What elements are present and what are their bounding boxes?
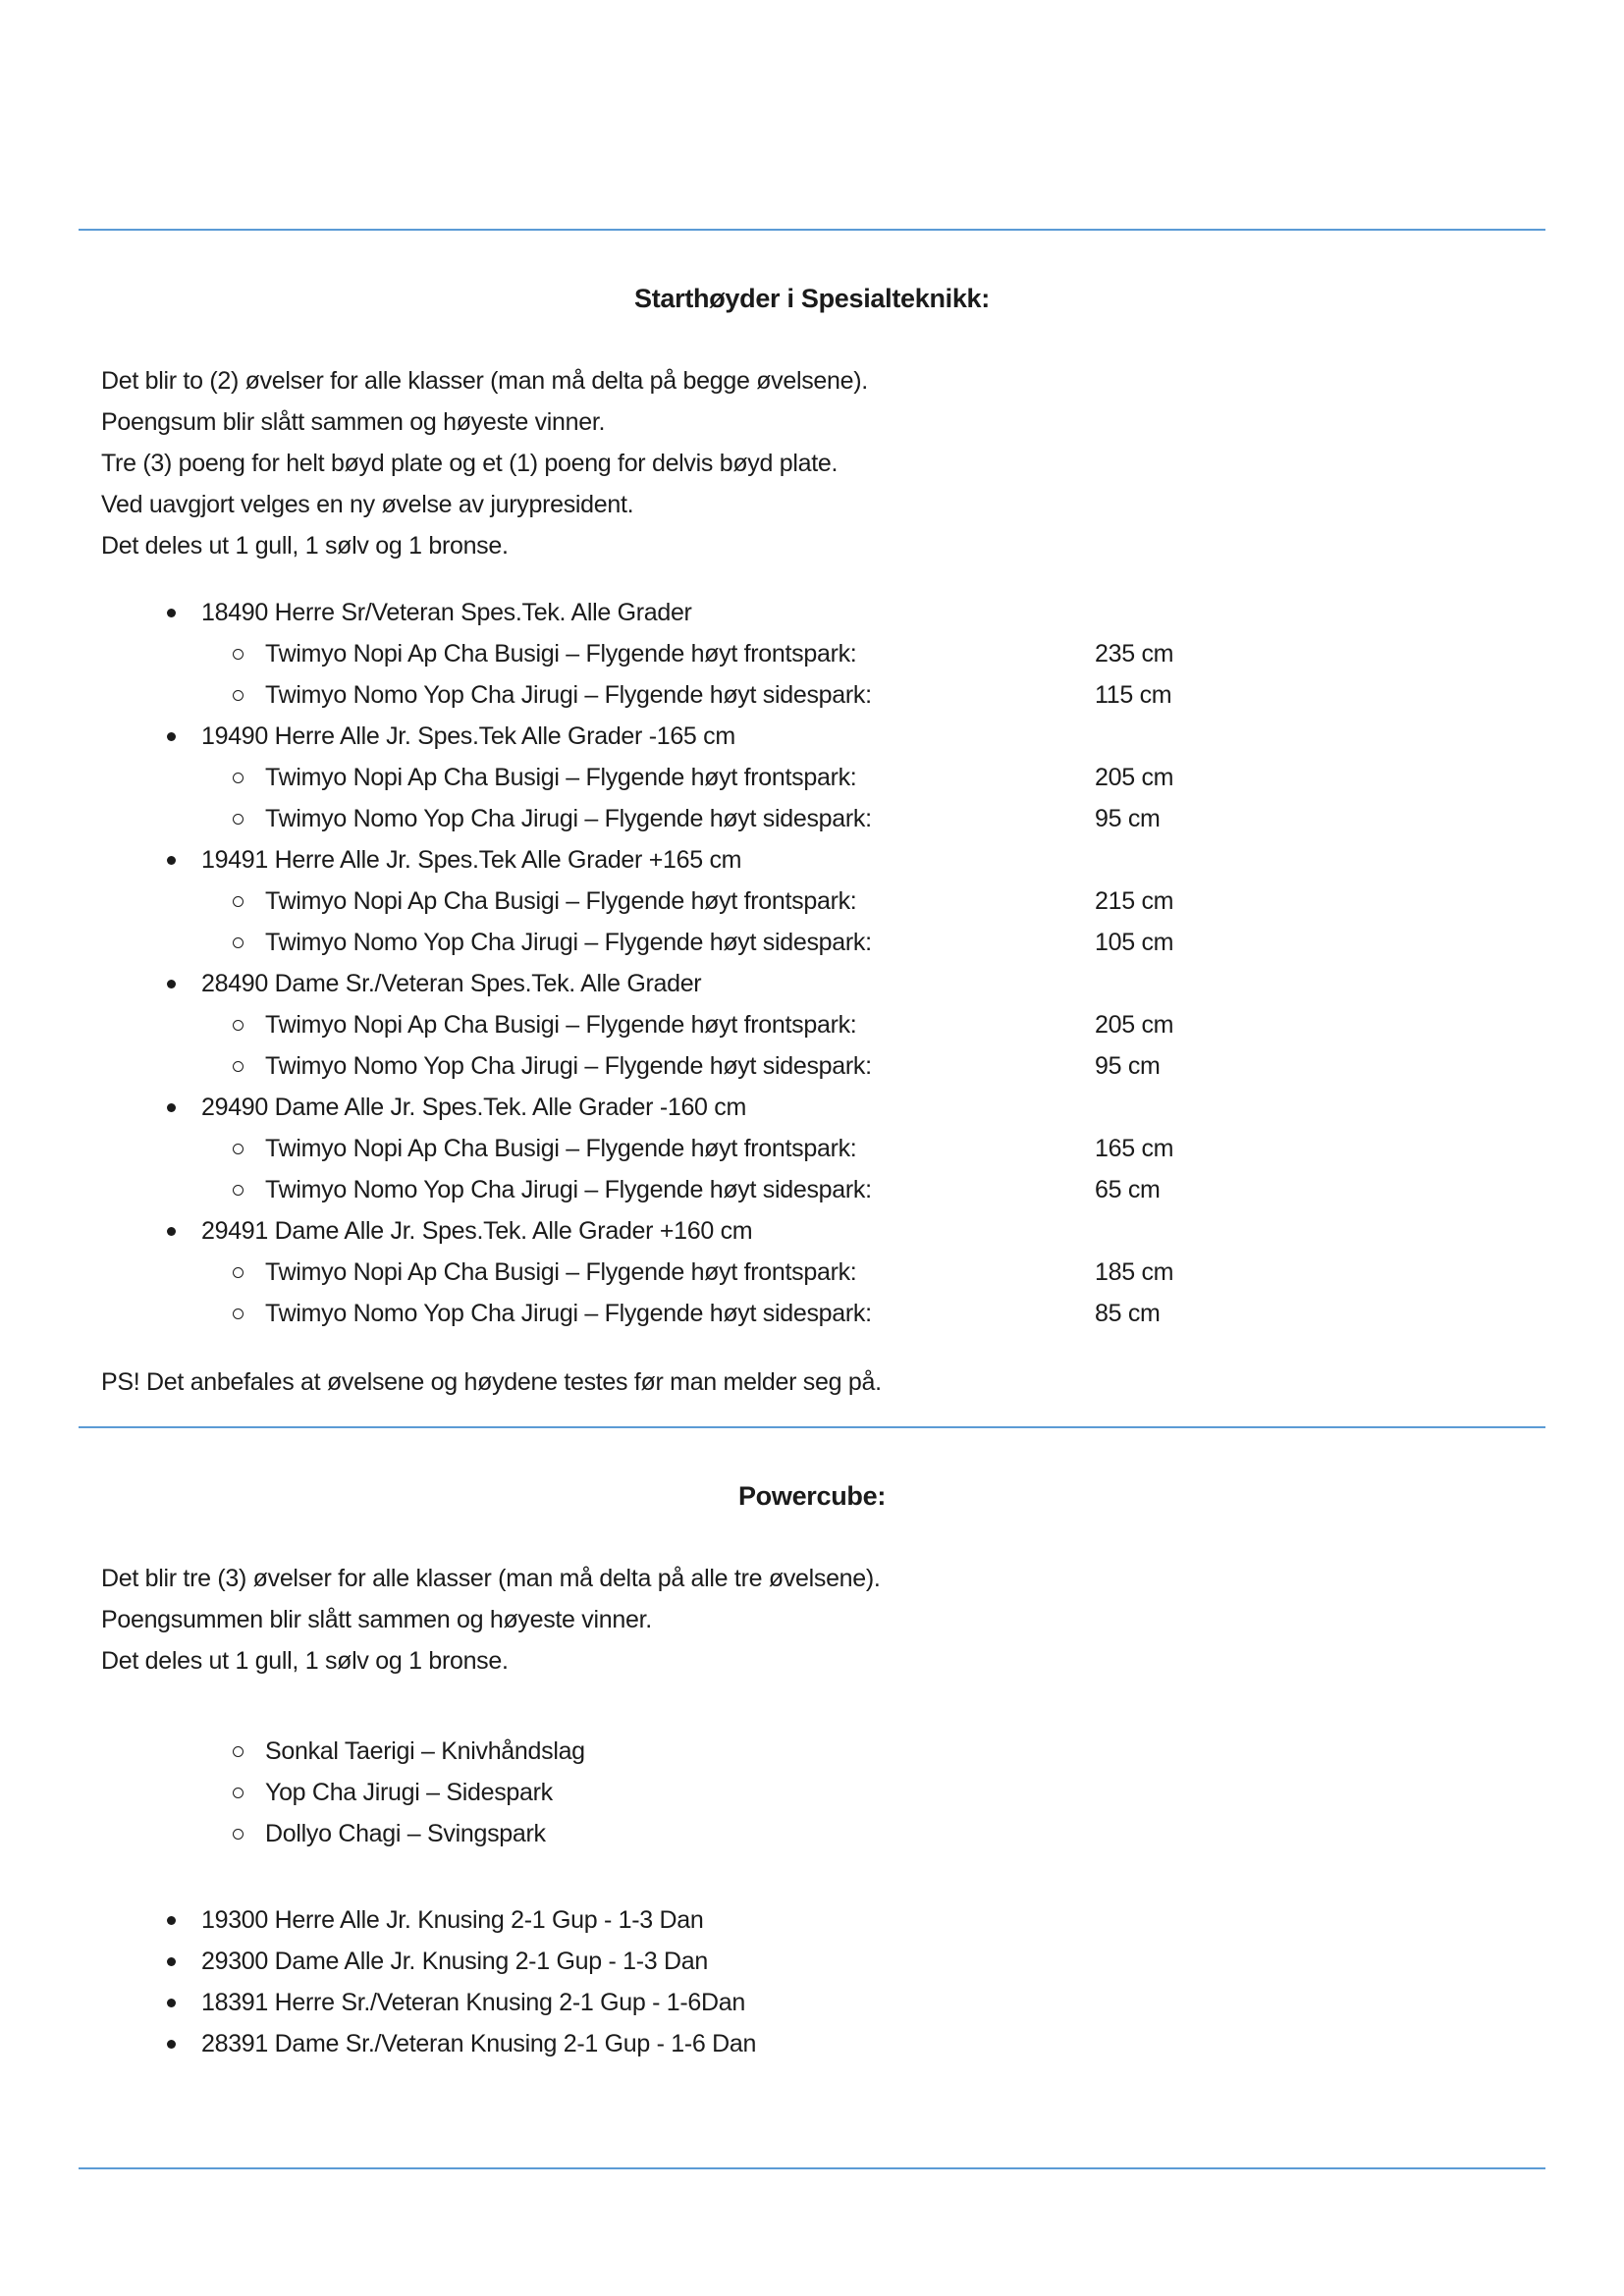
technique-row — [0, 633, 1624, 674]
technique-height: 205 cm — [1095, 1011, 1174, 1039]
disc-bullet-icon — [167, 732, 176, 741]
event-item — [0, 716, 1624, 757]
event-item — [0, 839, 1624, 881]
event-item — [0, 1941, 1624, 1982]
event-title: 28391 Dame Sr./Veteran Knusing 2-1 Gup - 1-6 Dan — [201, 2030, 757, 2057]
technique-row — [0, 757, 1624, 798]
event-title: 18490 Herre Sr/Veteran Spes.Tek. Alle Grader — [201, 599, 692, 626]
disc-bullet-icon — [167, 1957, 176, 1966]
event-title: 18391 Herre Sr./Veteran Knusing 2-1 Gup - 1-6Dan — [201, 1989, 745, 2016]
intro-line: Det deles ut 1 gull, 1 sølv og 1 bronse. — [101, 532, 509, 560]
disc-bullet-icon — [167, 980, 176, 988]
intro-line: Ved uavgjort velges en ny øvelse av jurypresident. — [101, 491, 634, 518]
powercube-intro — [0, 1558, 1624, 1682]
event-item — [0, 1982, 1624, 2023]
technique-label: Dollyo Chagi – Svingspark — [265, 1820, 546, 1847]
intro-line: Poengsummen blir slått sammen og høyeste vinner. — [101, 1606, 652, 1633]
circle-bullet-icon — [233, 1308, 244, 1319]
technique-row — [0, 1731, 1624, 1772]
technique-row — [0, 1169, 1624, 1210]
intro-line: Tre (3) poeng for helt bøyd plate og et (1) poeng for delvis bøyd plate. — [101, 450, 839, 477]
technique-height: 185 cm — [1095, 1258, 1174, 1286]
technique-label: Twimyo Nopi Ap Cha Busigi – Flygende høyt frontspark: — [265, 764, 857, 791]
intro-line: Poengsum blir slått sammen og høyeste vinner. — [101, 408, 606, 436]
intro-line: Det blir to (2) øvelser for alle klasser (man må delta på begge øvelsene). — [101, 367, 868, 395]
circle-bullet-icon — [233, 1144, 244, 1154]
event-item — [0, 2023, 1624, 2064]
technique-row — [0, 1004, 1624, 1045]
technique-label: Twimyo Nomo Yop Cha Jirugi – Flygende høyt sidespark: — [265, 1300, 872, 1327]
circle-bullet-icon — [233, 1829, 244, 1840]
technique-label: Twimyo Nopi Ap Cha Busigi – Flygende høyt frontspark: — [265, 887, 857, 915]
disc-bullet-icon — [167, 1999, 176, 2007]
technique-row — [0, 922, 1624, 963]
ps-note: PS! Det anbefales at øvelsene og høydene testes før man melder seg på. — [101, 1368, 882, 1396]
circle-bullet-icon — [233, 937, 244, 948]
circle-bullet-icon — [233, 773, 244, 783]
event-title: 19491 Herre Alle Jr. Spes.Tek Alle Grader +165 cm — [201, 846, 742, 874]
intro-line: Det blir tre (3) øvelser for alle klasser (man må delta på alle tre øvelsene). — [101, 1565, 881, 1592]
circle-bullet-icon — [233, 1746, 244, 1757]
section-divider — [79, 229, 1545, 231]
event-title: 19490 Herre Alle Jr. Spes.Tek Alle Grader -165 cm — [201, 722, 735, 750]
technique-label: Twimyo Nomo Yop Cha Jirugi – Flygende høyt sidespark: — [265, 1176, 872, 1203]
technique-label: Yop Cha Jirugi – Sidespark — [265, 1779, 553, 1806]
circle-bullet-icon — [233, 1061, 244, 1072]
powercube-technique-list — [0, 1731, 1624, 1854]
disc-bullet-icon — [167, 1103, 176, 1112]
technique-height: 165 cm — [1095, 1135, 1174, 1162]
event-item — [0, 1087, 1624, 1128]
technique-label: Sonkal Taerigi – Knivhåndslag — [265, 1737, 585, 1765]
disc-bullet-icon — [167, 2040, 176, 2049]
section-heading-powercube: Powercube: — [737, 1481, 887, 1511]
technique-row — [0, 1293, 1624, 1334]
section-heading-spesialteknikk: Starthøyder i Spesialteknikk: — [634, 284, 990, 313]
section-divider — [79, 1426, 1545, 1428]
event-item — [0, 1210, 1624, 1252]
technique-height: 95 cm — [1095, 1052, 1161, 1080]
technique-label: Twimyo Nopi Ap Cha Busigi – Flygende høyt frontspark: — [265, 640, 857, 667]
technique-height: 115 cm — [1095, 681, 1172, 709]
event-title: 29300 Dame Alle Jr. Knusing 2-1 Gup - 1-3 Dan — [201, 1948, 708, 1975]
technique-label: Twimyo Nopi Ap Cha Busigi – Flygende høyt frontspark: — [265, 1011, 857, 1039]
circle-bullet-icon — [233, 896, 244, 907]
spesialteknikk-event-list — [0, 592, 1624, 1334]
section-divider — [79, 2167, 1545, 2169]
technique-height: 205 cm — [1095, 764, 1174, 791]
technique-label: Twimyo Nomo Yop Cha Jirugi – Flygende høyt sidespark: — [265, 929, 872, 956]
technique-row — [0, 1128, 1624, 1169]
circle-bullet-icon — [233, 649, 244, 660]
technique-label: Twimyo Nomo Yop Cha Jirugi – Flygende høyt sidespark: — [265, 805, 872, 832]
technique-row — [0, 1045, 1624, 1087]
technique-height: 215 cm — [1095, 887, 1174, 915]
technique-height: 235 cm — [1095, 640, 1174, 667]
event-item — [0, 592, 1624, 633]
technique-label: Twimyo Nomo Yop Cha Jirugi – Flygende høyt sidespark: — [265, 1052, 872, 1080]
technique-height: 65 cm — [1095, 1176, 1161, 1203]
technique-height: 105 cm — [1095, 929, 1174, 956]
technique-label: Twimyo Nopi Ap Cha Busigi – Flygende høyt frontspark: — [265, 1135, 857, 1162]
technique-row — [0, 798, 1624, 839]
circle-bullet-icon — [233, 1267, 244, 1278]
event-title: 29491 Dame Alle Jr. Spes.Tek. Alle Grader +160 cm — [201, 1217, 753, 1245]
technique-row — [0, 1772, 1624, 1813]
technique-row — [0, 1252, 1624, 1293]
disc-bullet-icon — [167, 1227, 176, 1236]
disc-bullet-icon — [167, 856, 176, 865]
circle-bullet-icon — [233, 814, 244, 825]
powercube-event-list — [0, 1899, 1624, 2064]
technique-height: 85 cm — [1095, 1300, 1161, 1327]
spesialteknikk-intro — [0, 360, 1624, 566]
event-item — [0, 1899, 1624, 1941]
circle-bullet-icon — [233, 1185, 244, 1196]
circle-bullet-icon — [233, 1020, 244, 1031]
technique-label: Twimyo Nopi Ap Cha Busigi – Flygende høyt frontspark: — [265, 1258, 857, 1286]
disc-bullet-icon — [167, 1916, 176, 1925]
technique-height: 95 cm — [1095, 805, 1161, 832]
technique-row — [0, 881, 1624, 922]
intro-line: Det deles ut 1 gull, 1 sølv og 1 bronse. — [101, 1647, 509, 1675]
disc-bullet-icon — [167, 609, 176, 617]
event-title: 29490 Dame Alle Jr. Spes.Tek. Alle Grader -160 cm — [201, 1094, 747, 1121]
circle-bullet-icon — [233, 1788, 244, 1798]
technique-label: Twimyo Nomo Yop Cha Jirugi – Flygende høyt sidespark: — [265, 681, 872, 709]
event-item — [0, 963, 1624, 1004]
event-title: 19300 Herre Alle Jr. Knusing 2-1 Gup - 1-3 Dan — [201, 1906, 704, 1934]
circle-bullet-icon — [233, 690, 244, 701]
technique-row — [0, 674, 1624, 716]
event-title: 28490 Dame Sr./Veteran Spes.Tek. Alle Grader — [201, 970, 702, 997]
technique-row — [0, 1813, 1624, 1854]
